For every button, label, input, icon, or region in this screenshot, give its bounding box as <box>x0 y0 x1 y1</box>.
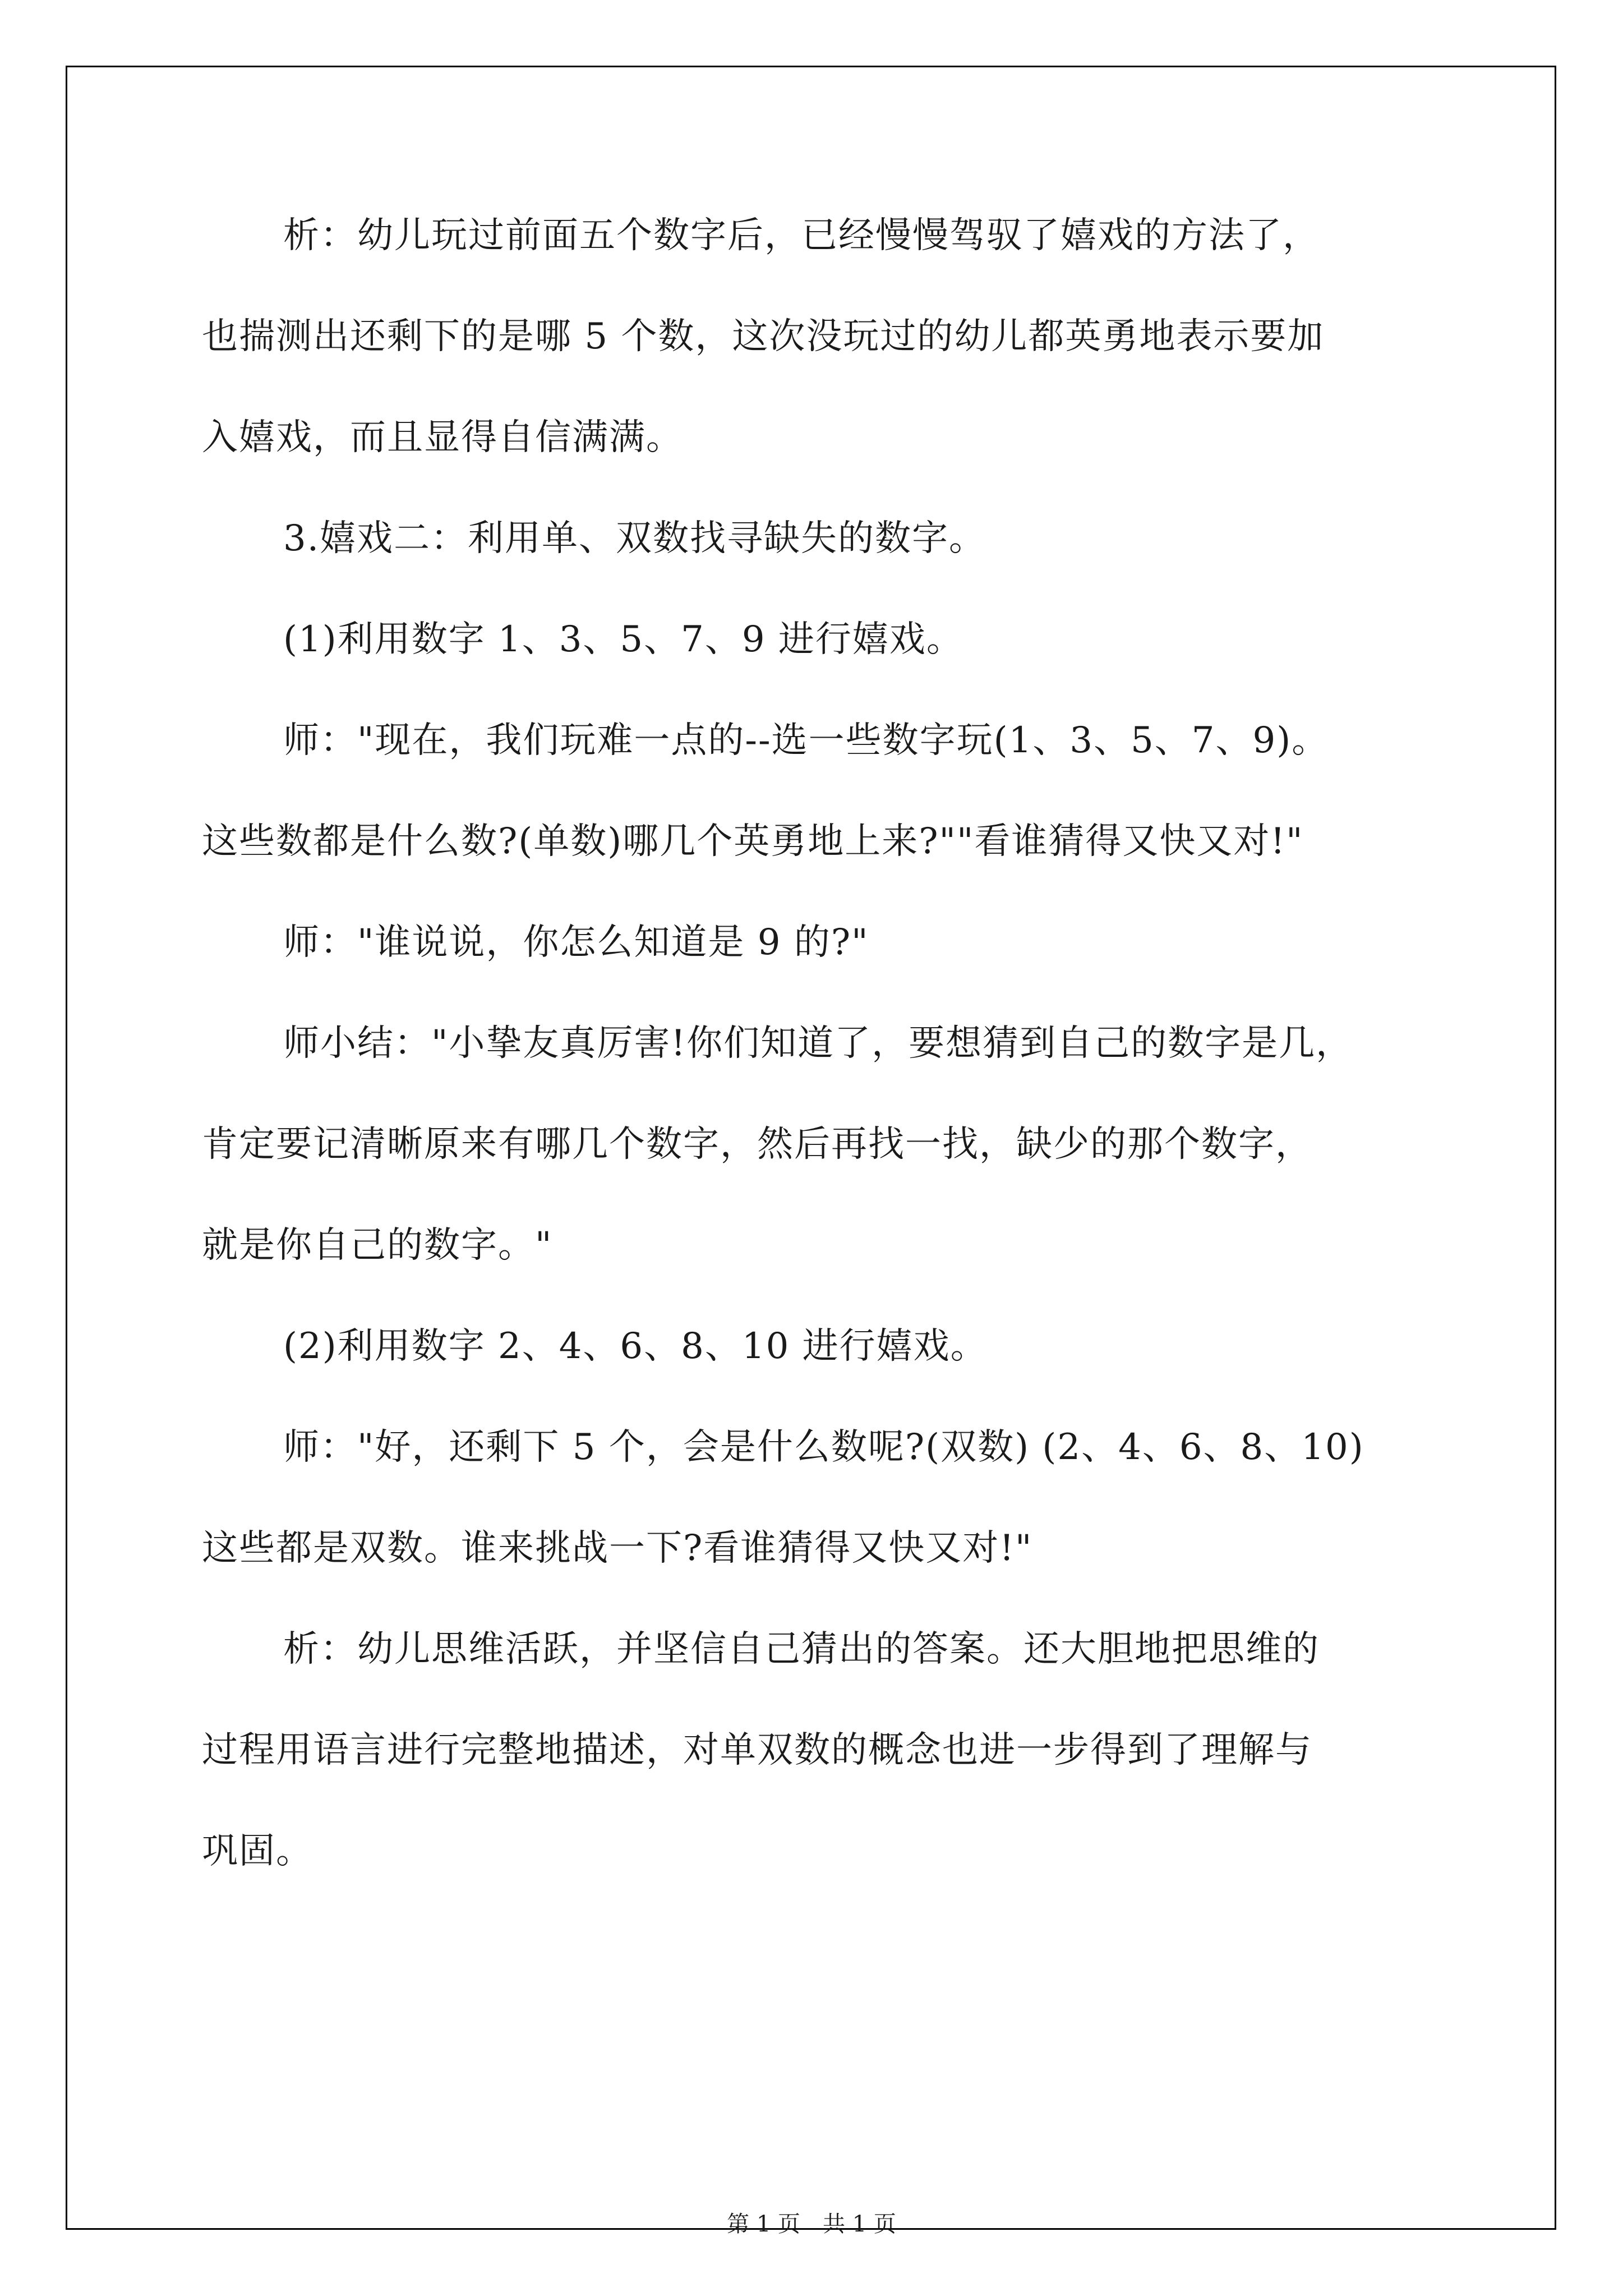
paragraph-line: 师："现在，我们玩难一点的--选一些数字玩(1、3、5、7、9)。 <box>283 720 1329 761</box>
subsection-heading: (1)利用数字 1、3、5、7、9 进行嬉戏。 <box>283 619 963 660</box>
page-number-footer: 第 1 页 共 1 页 <box>727 2211 896 2237</box>
paragraph-line: 巩固。 <box>202 1830 313 1872</box>
paragraph-line: 过程用语言进行完整地描述，对单双数的概念也进一步得到了理解与 <box>202 1729 1312 1771</box>
paragraph-line: 入嬉戏，而且显得自信满满。 <box>202 417 683 458</box>
subsection-heading: (2)利用数字 2、4、6、8、10 进行嬉戏。 <box>283 1326 988 1367</box>
paragraph-line: 也揣测出还剩下的是哪 5 个数，这次没玩过的幼儿都英勇地表示要加 <box>202 316 1325 357</box>
paragraph-line: 析：幼儿思维活跃，并坚信自己猜出的答案。还大胆地把思维的 <box>283 1628 1320 1670</box>
paragraph-line: 师："好，还剩下 5 个，会是什么数呢?(双数) (2、4、6、8、10) <box>283 1427 1364 1468</box>
paragraph-line: 这些都是双数。谁来挑战一下?看谁猜得又快又对!" <box>202 1527 1033 1569</box>
paragraph-line: 肯定要记清晰原来有哪几个数字，然后再找一找，缺少的那个数字， <box>202 1124 1312 1165</box>
paragraph-line: 析：幼儿玩过前面五个数字后，已经慢慢驾驭了嬉戏的方法了， <box>283 215 1320 256</box>
paragraph-line: 师小结："小挚友真厉害!你们知道了，要想猜到自己的数字是几， <box>283 1023 1353 1064</box>
paragraph-line: 师："谁说说，你怎么知道是 9 的?" <box>283 922 869 963</box>
paragraph-line: 就是你自己的数字。" <box>202 1225 553 1266</box>
section-heading: 3.嬉戏二：利用单、双数找寻缺失的数字。 <box>283 518 986 559</box>
paragraph-line: 这些数都是什么数?(单数)哪几个英勇地上来?""看谁猜得又快又对!" <box>202 821 1304 862</box>
